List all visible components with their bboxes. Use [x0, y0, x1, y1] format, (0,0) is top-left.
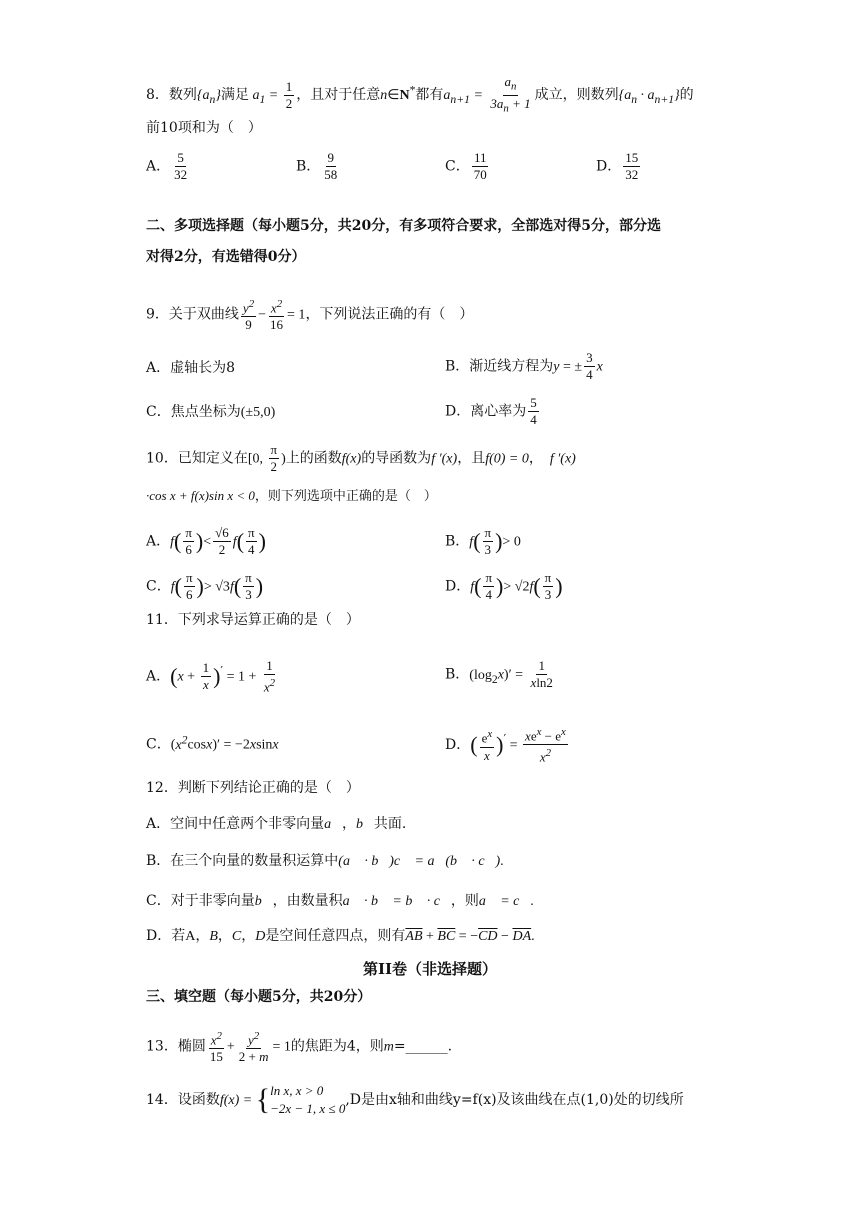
part-2-title: 第II卷（非选择题） [362, 960, 498, 978]
q8-line2: 前10项和为（ ） [146, 120, 262, 136]
q8-option-c[interactable]: C． $\frac{11}{70}$ [445, 150, 487, 182]
q9-option-d[interactable]: D．离心率为 $\frac{5}{4}$ [445, 395, 537, 427]
q8-text3: ，且对于任意 [296, 87, 381, 104]
q11-option-b[interactable]: B．$(\log_2x)'$ = $\frac{1}{xln2}$ [445, 658, 553, 690]
question-13: 13．椭圆 $\frac{x^2}{15}$ + $\frac{y^2}{2 + m}$ = 1的焦距为4，则m=______. [146, 1030, 453, 1065]
q12-option-d[interactable]: D．若A，B，C，D是空间任意四点，则有$\overline{AB} + \overline{BC} = -\overline{CD} - \overline{DA}$. [146, 928, 535, 944]
q8-option-b[interactable]: B． $\frac{9}{58}$ [296, 150, 338, 182]
q11-option-c[interactable]: C．$(x^2\cos x)' = -2xsinx$ [146, 733, 279, 753]
q8-option-d[interactable]: D． $\frac{15}{32}$ [596, 150, 639, 182]
question-10: 10．已知定义在[0, $\frac{\pi}{2}$ )上的函数f(x)的导函数为f ′(x)，且f(0) = 0， f ′(x) [146, 442, 576, 474]
q9-option-a[interactable]: A．虚轴长为8 [146, 360, 236, 376]
question-9: 9．关于双曲线 $\frac{y^2}{9}$ − $\frac{x^2}{16}$ = 1，下列说法正确的有（ ） [146, 298, 474, 333]
q9-option-b[interactable]: B．渐近线方程为y = ± $\frac{3}{4}$ x [445, 350, 603, 382]
q10-line2: ·cos x + f(x)sin x < 0，则下列选项中正确的是（ ） [146, 488, 437, 504]
q10-option-c[interactable]: C．f( $\frac{\pi}{6}$ )> √3f( $\frac{\pi}{3}$ ) [146, 570, 264, 602]
question-12: 12．判断下列结论正确的是（ ） [146, 780, 360, 796]
q8-option-a[interactable]: A． $\frac{5}{32}$ [146, 150, 188, 182]
q11-option-d[interactable]: D．( $\frac{e^x}{x}$ )′ = $\frac{xe^x - e^x}{x^2}$ [445, 726, 566, 765]
q12-option-b[interactable]: B．在三个向量的数量积运算中(a⃗ · b⃗)c⃗ = a⃗(b⃗ · c⃗). [146, 853, 504, 869]
question-11: 11．下列求导运算正确的是（ ） [146, 612, 360, 628]
q8-text: 数列 [168, 87, 197, 104]
section-2-heading: 二、多项选择题（每小题5分，共20分，有多项符合要求，全部选对得5分，部分选 [146, 218, 661, 234]
question-8: 8．数列$\{a_n\}$满足 $a_1$ = $\frac{1}{2}$ ，且对于任意n∈N*都有$a_{n+1}$ = $\frac{a_n}{3a_n + 1}$ 成立，则数列$\{a_n \cdot a_{n+1}\}$的 [146, 74, 694, 115]
q9-option-c[interactable]: C．焦点坐标为(±5,0) [146, 404, 276, 420]
q10-option-d[interactable]: D．f( $\frac{\pi}{4}$ )> √2f( $\frac{\pi}{3}$ ) [445, 570, 563, 602]
q8-text4: 都有 [415, 87, 444, 104]
q10-option-b[interactable]: B．f( $\frac{\pi}{3}$ )> 0 [445, 525, 521, 557]
q8-recurrence: $\frac{a_n}{3a_n + 1}$ [490, 74, 531, 115]
q8-text6: 的 [679, 87, 694, 104]
q8-text2: 满足 [220, 87, 249, 104]
q10-option-a[interactable]: A．f( $\frac{\pi}{6}$ )< $\frac{√6}{2}$ f( $\frac{\pi}{4}$ ) [146, 525, 266, 557]
question-14: 14．设函数f(x) = { ln x, x > 0 −2x − 1, x ≤ 0 ,D是由x轴和曲线y=f(x)及该曲线在点(1,0)处的切线所 [146, 1083, 684, 1116]
q8-number: 8． [146, 87, 169, 104]
q12-option-c[interactable]: C．对于非零向量b⃗，由数量积a⃗ · b⃗ = b⃗ · c⃗，则a⃗ = c⃗. [146, 893, 534, 909]
section-3-heading: 三、填空题（每小题5分，共20分） [146, 989, 372, 1005]
section-2-heading-cont: 对得2分，有选错得0分） [146, 249, 306, 265]
q13-answer-blank[interactable]: =______. [393, 1038, 453, 1055]
q11-option-a[interactable]: A．(x + $\frac{1}{x}$ )′ = 1 + $\frac{1}{x^2}$ [146, 658, 276, 695]
q8-half: $\frac{1}{2}$ [285, 78, 293, 111]
q12-option-a[interactable]: A．空间中任意两个非零向量a⃗，b⃗共面. [146, 816, 407, 832]
q8-text5: 成立，则数列 [534, 87, 619, 104]
